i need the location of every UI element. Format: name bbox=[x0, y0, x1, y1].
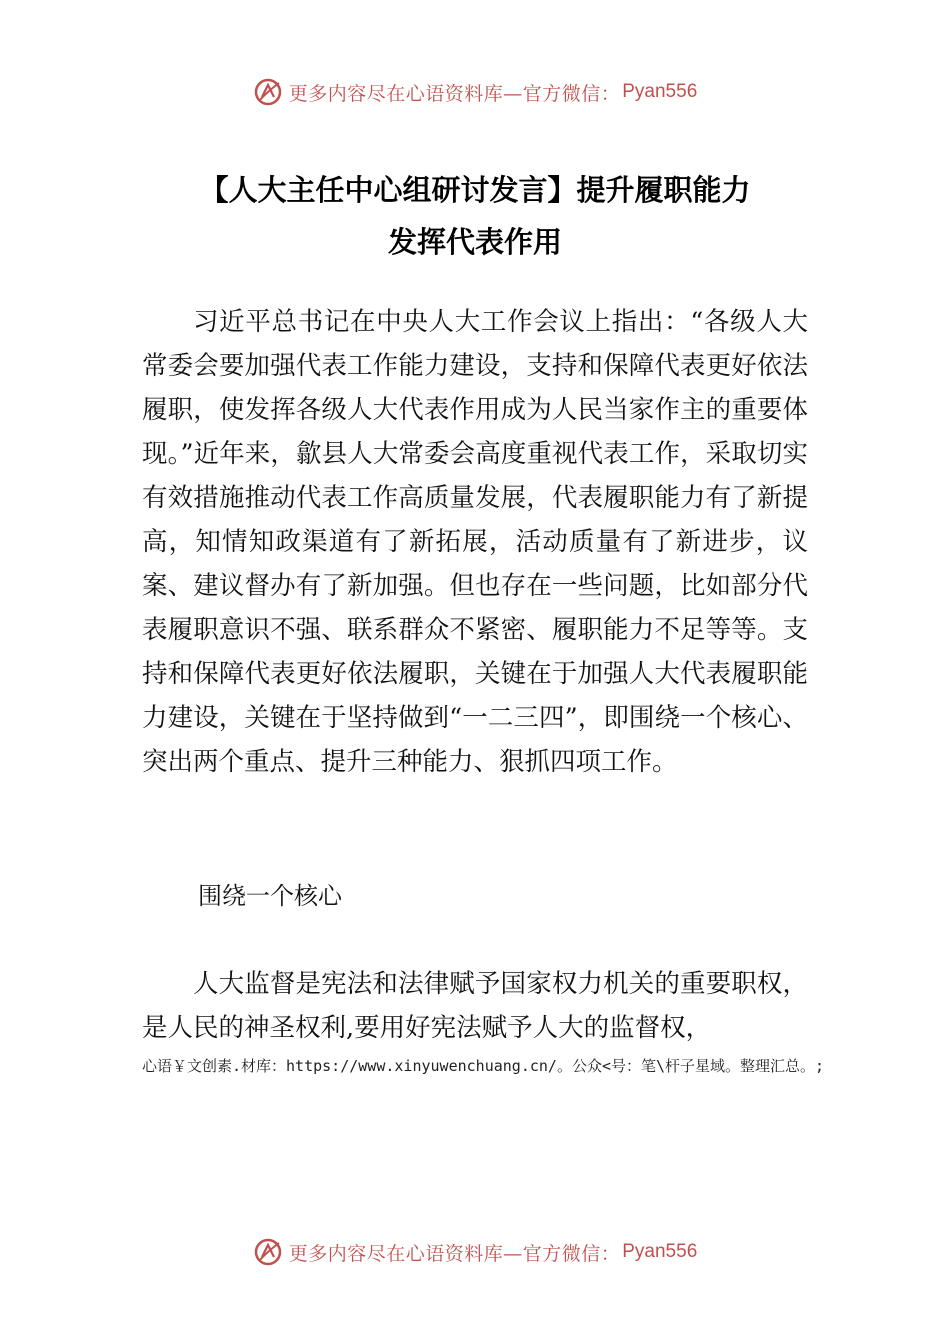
source-note: 心语￥文创素.材库：https://www.xinyuwenchuang.cn/。公众<号：笔\杆子星域。整理汇总。; bbox=[142, 1057, 825, 1075]
watermark-account: Pyan556 bbox=[622, 1241, 698, 1262]
watermark-account: Pyan556 bbox=[622, 81, 698, 102]
logo-icon bbox=[253, 1237, 283, 1267]
watermark-text: 更多内容尽在心语资料库—官方微信： bbox=[288, 82, 621, 105]
paragraph-section1: 人大监督是宪法和法律赋予国家权力机关的重要职权，是人民的神圣权利,要用好宪法赋予人大的监督权， bbox=[142, 969, 808, 1043]
watermark-text: 更多内容尽在心语资料库—官方微信： bbox=[288, 1242, 621, 1265]
document-title bbox=[100, 164, 850, 268]
title-line-2: 发挥代表作用 bbox=[387, 225, 562, 259]
paragraph-intro: 习近平总书记在中央人大工作会议上指出：“各级人大常委会要加强代表工作能力建设，支持和保障代表更好依法履职，使发挥各级人大代表作用成为人民当家作主的重要体现。”近年来，歙县人大常委会高度重视代表工作，采取切实有效措施推动代表工作高质量发展，代表履职能力有了新提高，知情知政渠道有了新拓展，活动质量有了新进步，议案、建议督办有了新加强。但也存在一些问题，比如部分代表履职意识不强、联系群众不紧密、履职能力不足等等。支持和保障代表更好依法履职，关键在于加强人大代表履职能力建设，关键在于坚持做到“一二三四”，即围绕一个核心、突出两个重点、提升三种能力、狠抓四项工作。 bbox=[142, 307, 808, 777]
watermark-banner-bottom bbox=[0, 1232, 950, 1272]
section-heading: 围绕一个核心 bbox=[198, 882, 342, 910]
logo-icon bbox=[253, 77, 283, 107]
title-line-1: 【人大主任中心组研讨发言】提升履职能力 bbox=[199, 173, 751, 207]
watermark-banner-top bbox=[0, 72, 950, 112]
